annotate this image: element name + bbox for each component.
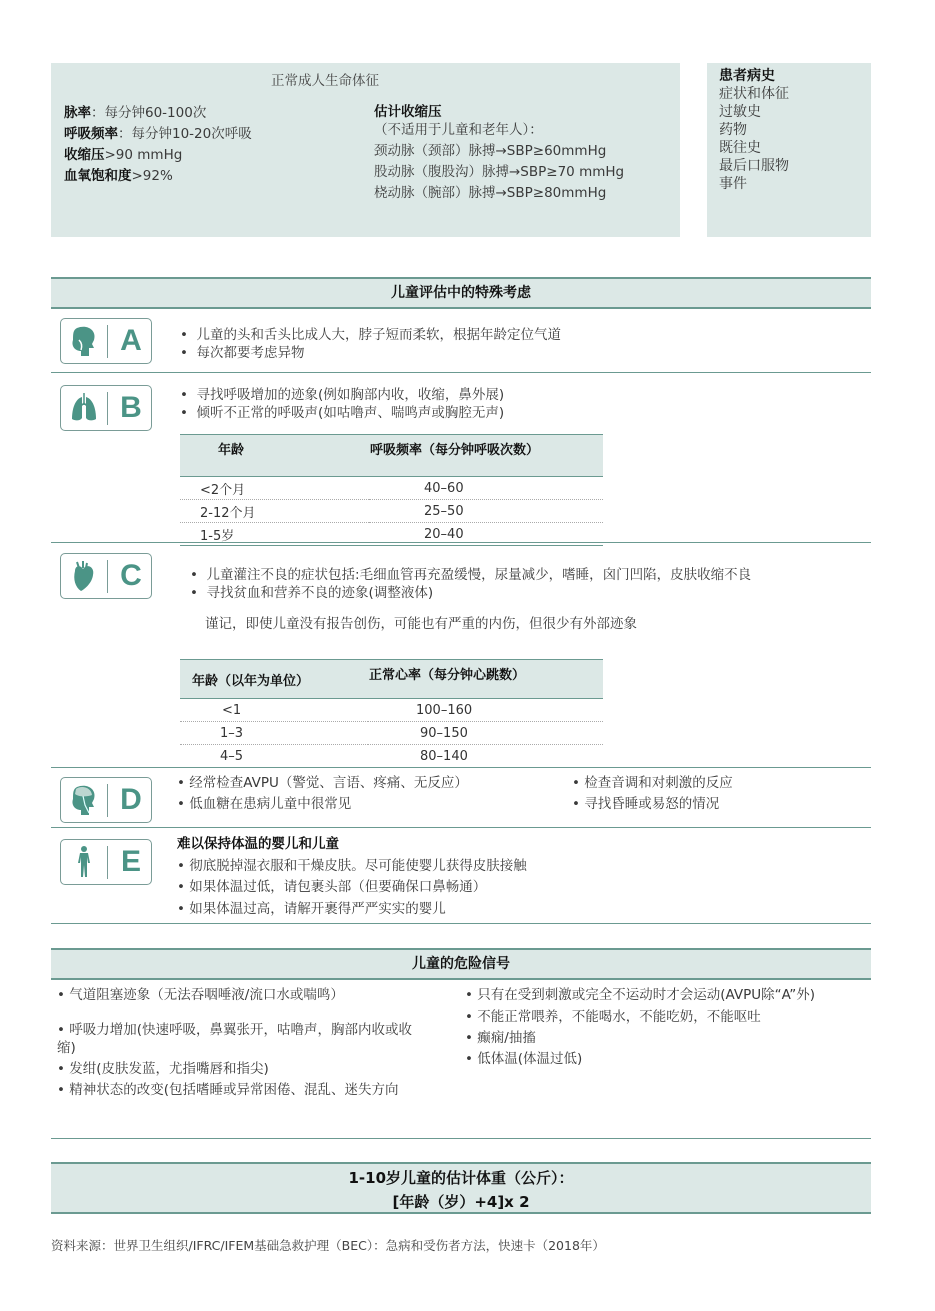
- vital-sbp: 收缩压>90 mmHg: [64, 147, 183, 163]
- table-row: 1-5岁 20–40: [180, 523, 603, 546]
- badge-airway: [60, 318, 152, 364]
- exposure-content: [177, 834, 527, 920]
- disability-bullets-right: [572, 773, 733, 815]
- vital-pulse: 脉率：每分钟60-100次: [64, 105, 207, 121]
- circulation-bullets: [190, 566, 751, 602]
- badge-exposure: [60, 839, 152, 885]
- airway-head-icon: [67, 324, 101, 358]
- adult-vitals-panel: [51, 63, 680, 237]
- history-item: 药物: [719, 122, 747, 138]
- bullet-item: • 倾听不正常的呼吸声(如咕噜声、喘鸣声或胸腔无声): [180, 405, 505, 421]
- badge-circulation: [60, 553, 152, 599]
- bullet-item: • 癫痫/抽搐: [465, 1030, 536, 1046]
- badge-divider: [107, 846, 108, 879]
- body-figure-icon: [67, 845, 101, 879]
- special-considerations-header: 儿童评估中的特殊考虑: [51, 277, 871, 309]
- history-item: 过敏史: [719, 104, 761, 120]
- breathing-bullets: [180, 386, 504, 422]
- badge-letter: A: [120, 324, 142, 357]
- bullet-item: • 寻找贫血和营养不良的迹象(调整液体): [190, 585, 434, 601]
- col-header: 正常心率（每分钟心跳数）: [368, 660, 603, 699]
- heart-rate-table: [180, 659, 603, 768]
- weight-formula-line2: [年龄（岁）+4]x 2: [392, 1193, 530, 1211]
- bullet-item: • 彻底脱掉湿衣服和干燥皮肤。尽可能使婴儿获得皮肤接触: [177, 857, 527, 874]
- sbp-line: 颈动脉（颈部）脉搏→SBP≥60mmHg: [374, 143, 607, 159]
- bullet-item: • 检查音调和对刺激的反应: [572, 775, 733, 791]
- table-row: 4–5 80–140: [180, 745, 603, 768]
- danger-left-list: [57, 986, 427, 1099]
- badge-divider: [107, 784, 108, 817]
- divider: [51, 827, 871, 828]
- table-row: <1 100–160: [180, 699, 603, 722]
- divider: [51, 767, 871, 768]
- bullet-item: • 精神状态的改变(包括嗜睡或异常困倦、混乱、迷失方向: [57, 1082, 399, 1098]
- bullet-item: • 呼吸力增加(快速呼吸，鼻翼张开，咕噜声，胸部内收或收缩): [57, 1022, 413, 1056]
- badge-letter: B: [120, 391, 142, 424]
- bullet-item: • 如果体温过低，请包裹头部（但要确保口鼻畅通）: [177, 879, 487, 895]
- bullet-item: • 经常检查AVPU（警觉、言语、疼痛、无反应）: [177, 775, 468, 791]
- resp-rate-table: [180, 434, 603, 546]
- bullet-item: • 低血糖在患病儿童中很常见: [177, 796, 352, 812]
- badge-disability: [60, 777, 152, 823]
- history-item: 最后口服物: [719, 158, 789, 174]
- bullet-item: • 儿童灌注不良的症状包括:毛细血管再充盈缓慢，尿量减少，嗜睡，囟门凹陷，皮肤收缩不良: [190, 567, 752, 583]
- divider: [51, 542, 871, 543]
- bullet-item: • 低体温(体温过低): [465, 1051, 583, 1067]
- history-title: 患者病史: [719, 68, 775, 84]
- source-citation: 资料来源：世界卫生组织/IFRC/IFEM基础急救护理（BEC）：急病和受伤者方法，快速卡（2018年）: [51, 1238, 605, 1253]
- bullet-item: • 寻找昏睡或易怒的情况: [572, 796, 720, 812]
- danger-signs-header: 儿童的危险信号: [51, 948, 871, 980]
- bullet-item: • 气道阻塞迹象（无法吞咽唾液/流口水或喘鸣）: [57, 987, 344, 1003]
- airway-bullets: [180, 326, 561, 362]
- badge-divider: [107, 560, 108, 593]
- sbp-estimate: [374, 103, 624, 204]
- exposure-title: 难以保持体温的婴儿和儿童: [177, 836, 339, 852]
- vital-resp: 呼吸频率：每分钟10-20次呼吸: [64, 126, 252, 142]
- badge-divider: [107, 392, 108, 425]
- badge-letter: E: [120, 845, 141, 878]
- history-item: 既往史: [719, 140, 761, 156]
- col-header: 年龄: [180, 435, 369, 477]
- sbp-line: 桡动脉（腕部）脉搏→SBP≥80mmHg: [374, 185, 607, 201]
- table-row: 2-12个月 25–50: [180, 500, 603, 523]
- bullet-item: • 儿童的头和舌头比成人大，脖子短而柔软，根据年龄定位气道: [180, 327, 562, 343]
- table-row: <2个月 40–60: [180, 477, 603, 500]
- disability-bullets-left: [177, 773, 468, 815]
- divider: [51, 372, 871, 373]
- brain-head-icon: [67, 783, 101, 817]
- adult-vitals-title: 正常成人生命体征: [271, 73, 379, 89]
- circulation-note: 谨记，即使儿童没有报告创伤，可能也有严重的内伤，但很少有外部迹象: [205, 616, 637, 632]
- col-header: 年龄（以年为单位）: [180, 660, 368, 699]
- weight-formula-box: [51, 1162, 871, 1214]
- bullet-item: • 只有在受到刺激或完全不运动时才会运动(AVPU除“A”外): [465, 987, 815, 1003]
- badge-breathing: [60, 385, 152, 431]
- bullet-item: • 不能正常喂养，不能喝水，不能吃奶，不能呕吐: [465, 1009, 761, 1025]
- sbp-title: 估计收缩压: [374, 104, 442, 120]
- bullet-item: • 发绀(皮肤发蓝，尤指嘴唇和指尖): [57, 1061, 269, 1077]
- bullet-item: • 如果体温过高，请解开裹得严严实实的婴儿: [177, 900, 446, 917]
- danger-right-list: [465, 986, 825, 1068]
- divider: [51, 923, 871, 924]
- vital-spo2: 血氧饱和度>92%: [64, 168, 173, 184]
- divider: [51, 1138, 871, 1139]
- table-row: 1–3 90–150: [180, 722, 603, 745]
- adult-vitals-list: [64, 103, 252, 187]
- col-header: 呼吸频率（每分钟呼吸次数）: [369, 435, 603, 477]
- bullet-item: • 寻找呼吸增加的迹象(例如胸部内收，收缩，鼻外展): [180, 387, 505, 403]
- sbp-line: 股动脉（腹股沟）脉搏→SBP≥70 mmHg: [374, 164, 625, 180]
- heart-icon: [67, 559, 101, 593]
- bullet-item: • 每次都要考虑异物: [180, 345, 305, 361]
- weight-formula-line1: 1-10岁儿童的估计体重（公斤）：: [348, 1169, 574, 1187]
- history-item: 症状和体征: [719, 86, 789, 102]
- badge-letter: D: [120, 783, 142, 816]
- patient-history-panel: [707, 63, 871, 237]
- lungs-icon: [67, 391, 101, 425]
- badge-divider: [107, 325, 108, 358]
- sbp-note: （不适用于儿童和老年人）：: [374, 122, 543, 138]
- history-item: 事件: [719, 176, 747, 192]
- badge-letter: C: [120, 559, 142, 592]
